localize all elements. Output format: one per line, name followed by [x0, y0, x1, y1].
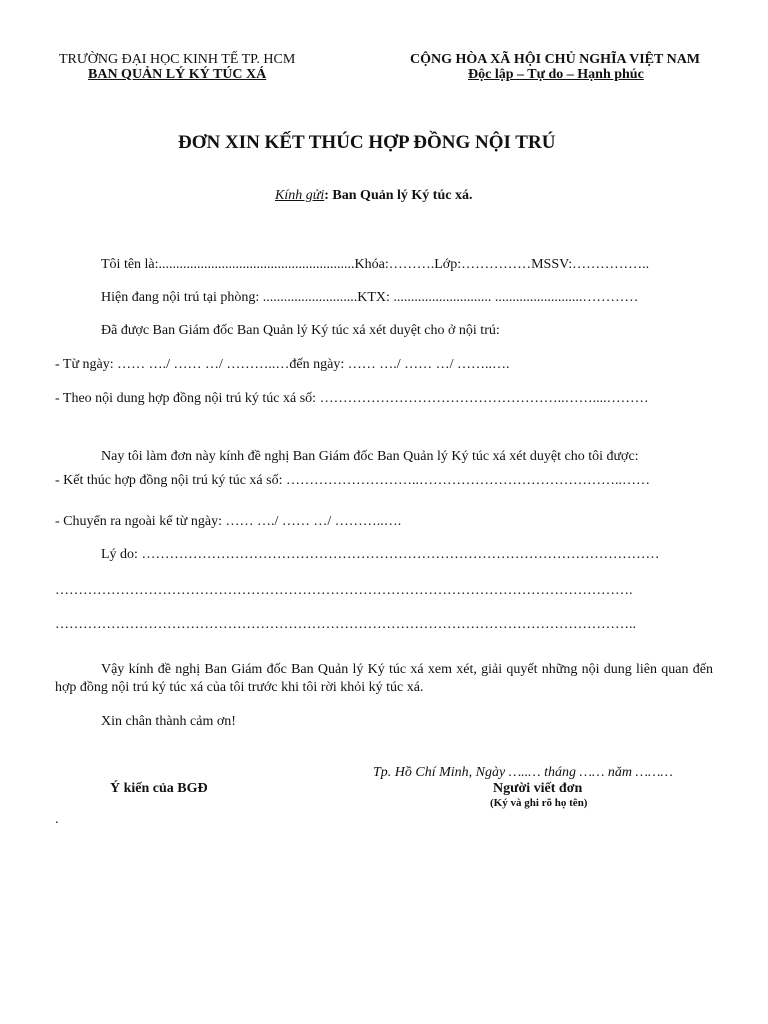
national-motto: Độc lập – Tự do – Hạnh phúc: [468, 67, 644, 82]
from-date-line: - Từ ngày: …… …./ …… …/ ………..…đến ngày: …… …./ …… …/ ……..….: [55, 357, 510, 372]
bgd-opinion-label: Ý kiến của BGĐ: [110, 781, 208, 796]
reason-line-2: …………………………………………………………………………………………………………….: [55, 583, 633, 598]
move-out-line: - Chuyển ra ngoài kể từ ngày: …… …./ …… …/ ………..….: [55, 514, 402, 529]
university-name: TRƯỜNG ĐẠI HỌC KINH TẾ TP. HCM: [59, 52, 296, 67]
request-line: Nay tôi làm đơn này kính đề nghị Ban Giám đốc Ban Quản lý Ký túc xá xét duyệt cho tôi được:: [101, 449, 639, 464]
country-name: CỘNG HÒA XÃ HỘI CHỦ NGHĨA VIỆT NAM: [410, 52, 701, 67]
closing-paragraph: [55, 661, 713, 697]
reason-line: Lý do: …………………………………………………………………………………………………: [101, 547, 660, 562]
applicant-label: Người viết đơn: [493, 781, 583, 796]
date-place-line: Tp. Hồ Chí Minh, Ngày …..… tháng …… năm ………: [373, 765, 673, 780]
dormitory-board-name: BAN QUẢN LÝ KÝ TÚC XÁ: [88, 67, 267, 82]
name-line: Tôi tên là:........................................................Khóa:……….Lớp:……………MSSV:……………..: [101, 257, 650, 272]
greeting: [275, 187, 472, 205]
room-line: Hiện đang nội trú tại phòng: ...........................KTX: ............................ .........................…………: [101, 290, 639, 305]
greeting-prefix: Kính gửi: [275, 188, 325, 203]
stray-dot: .: [55, 812, 59, 827]
document-title: ĐƠN XIN KẾT THÚC HỢP ĐỒNG NỘI TRÚ: [178, 132, 556, 153]
thanks-line: Xin chân thành cảm ơn!: [101, 714, 236, 729]
contract-number-line: - Theo nội dung hợp đồng nội trú ký túc xá số: ……………………………………………..……....………: [55, 391, 649, 406]
approved-line: Đã được Ban Giám đốc Ban Quản lý Ký túc xá xét duyệt cho ở nội trú:: [101, 323, 500, 338]
end-contract-line: - Kết thúc hợp đồng nội trú ký túc xá số: ………………………..……………………………………..……: [55, 473, 650, 488]
closing-paragraph-text: Vậy kính đề nghị Ban Giám đốc Ban Quản lý Ký túc xá xem xét, giải quyết những nội dung liên quan đến hợp đồng nội trú ký túc xá của tôi trước khi tôi rời khỏi ký túc xá.: [55, 662, 713, 695]
applicant-signature-note: (Ký và ghi rõ họ tên): [490, 797, 588, 809]
greeting-recipient: : Ban Quản lý Ký túc xá.: [324, 188, 473, 203]
reason-line-3: ……………………………………………………………………………………………………………..: [55, 617, 636, 632]
